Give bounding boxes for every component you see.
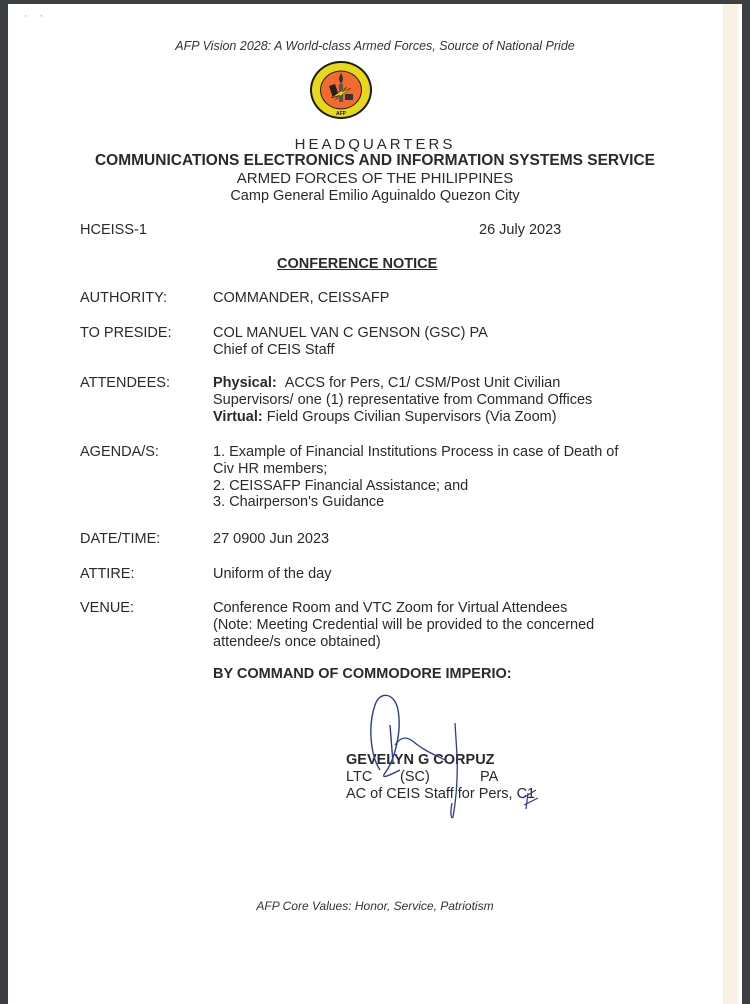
- signatory-rank: [346, 769, 498, 785]
- physical-line1: ACCS for Pers, C1/ CSM/Post Unit Civilian: [284, 375, 561, 391]
- agenda-value: [213, 444, 663, 511]
- signatory-name: GEVELYN G CORPUZ: [346, 752, 495, 768]
- attendees-value: [213, 375, 663, 425]
- agenda-line: 1. Example of Financial Institutions Process in case of Death of: [213, 444, 619, 460]
- attire-value: Uniform of the day: [213, 566, 332, 582]
- core-values-footer: AFP Core Values: Honor, Service, Patriotism: [256, 899, 494, 913]
- datetime-value: 27 0900 Jun 2023: [213, 531, 330, 547]
- notice-title: CONFERENCE NOTICE: [277, 256, 438, 272]
- preside-name: COL MANUEL VAN C GENSON (GSC) PA: [213, 325, 488, 341]
- attendees-label: ATTENDEES:: [80, 375, 170, 391]
- venue-value: [213, 600, 663, 650]
- authority-label: AUTHORITY:: [80, 290, 168, 306]
- svg-text:AFP: AFP: [336, 111, 346, 117]
- venue-line: attendee/s once obtained): [213, 633, 381, 650]
- signatory-position: AC of CEIS Staff for Pers, C1: [346, 786, 536, 802]
- preside-title: Chief of CEIS Staff: [213, 341, 335, 358]
- by-command-line: BY COMMAND OF COMMODORE IMPERIO:: [213, 666, 512, 682]
- venue-line: Conference Room and VTC Zoom for Virtual Attendees: [213, 600, 568, 616]
- virtual-text: Field Groups Civilian Supervisors (Via Zoom): [266, 408, 557, 425]
- headquarters-heading: HEADQUARTERS: [294, 136, 456, 153]
- agenda-line: 2. CEISSAFP Financial Assistance; and: [213, 477, 469, 494]
- reference-code: HCEISS-1: [80, 222, 147, 238]
- rank: LTC: [346, 769, 373, 785]
- location: Camp General Emilio Aguinaldo Quezon City: [230, 188, 520, 204]
- agenda-line: Civ HR members;: [213, 460, 328, 477]
- scan-specks: ' ': [25, 14, 43, 23]
- virtual-label: Virtual:: [213, 408, 263, 425]
- agenda-line: 3. Chairperson's Guidance: [213, 494, 385, 511]
- venue-label: VENUE:: [80, 600, 134, 616]
- unit-name: COMMUNICATIONS ELECTRONICS AND INFORMATION SYSTEMS SERVICE: [94, 152, 656, 169]
- service: PA: [480, 769, 499, 785]
- branch: (SC): [400, 769, 430, 785]
- datetime-label: DATE/TIME:: [80, 531, 161, 547]
- document-date: 26 July 2023: [479, 222, 562, 238]
- ceissafp-seal-icon: [309, 60, 373, 120]
- preside-label: TO PRESIDE:: [80, 325, 172, 341]
- agenda-label: AGENDA/S:: [80, 444, 159, 460]
- physical-label: Physical:: [213, 375, 277, 391]
- authority-value: COMMANDER, CEISSAFP: [213, 290, 390, 306]
- organization-name: ARMED FORCES OF THE PHILIPPINES: [236, 170, 514, 187]
- preside-value: [213, 325, 663, 359]
- attire-label: ATTIRE:: [80, 566, 135, 582]
- physical-line2: Supervisors/ one (1) representative from Command Offices: [213, 391, 593, 408]
- vision-statement: AFP Vision 2028: A World-class Armed Forces, Source of National Pride: [175, 39, 575, 53]
- venue-line: (Note: Meeting Credential will be provided to the concerned: [213, 616, 595, 633]
